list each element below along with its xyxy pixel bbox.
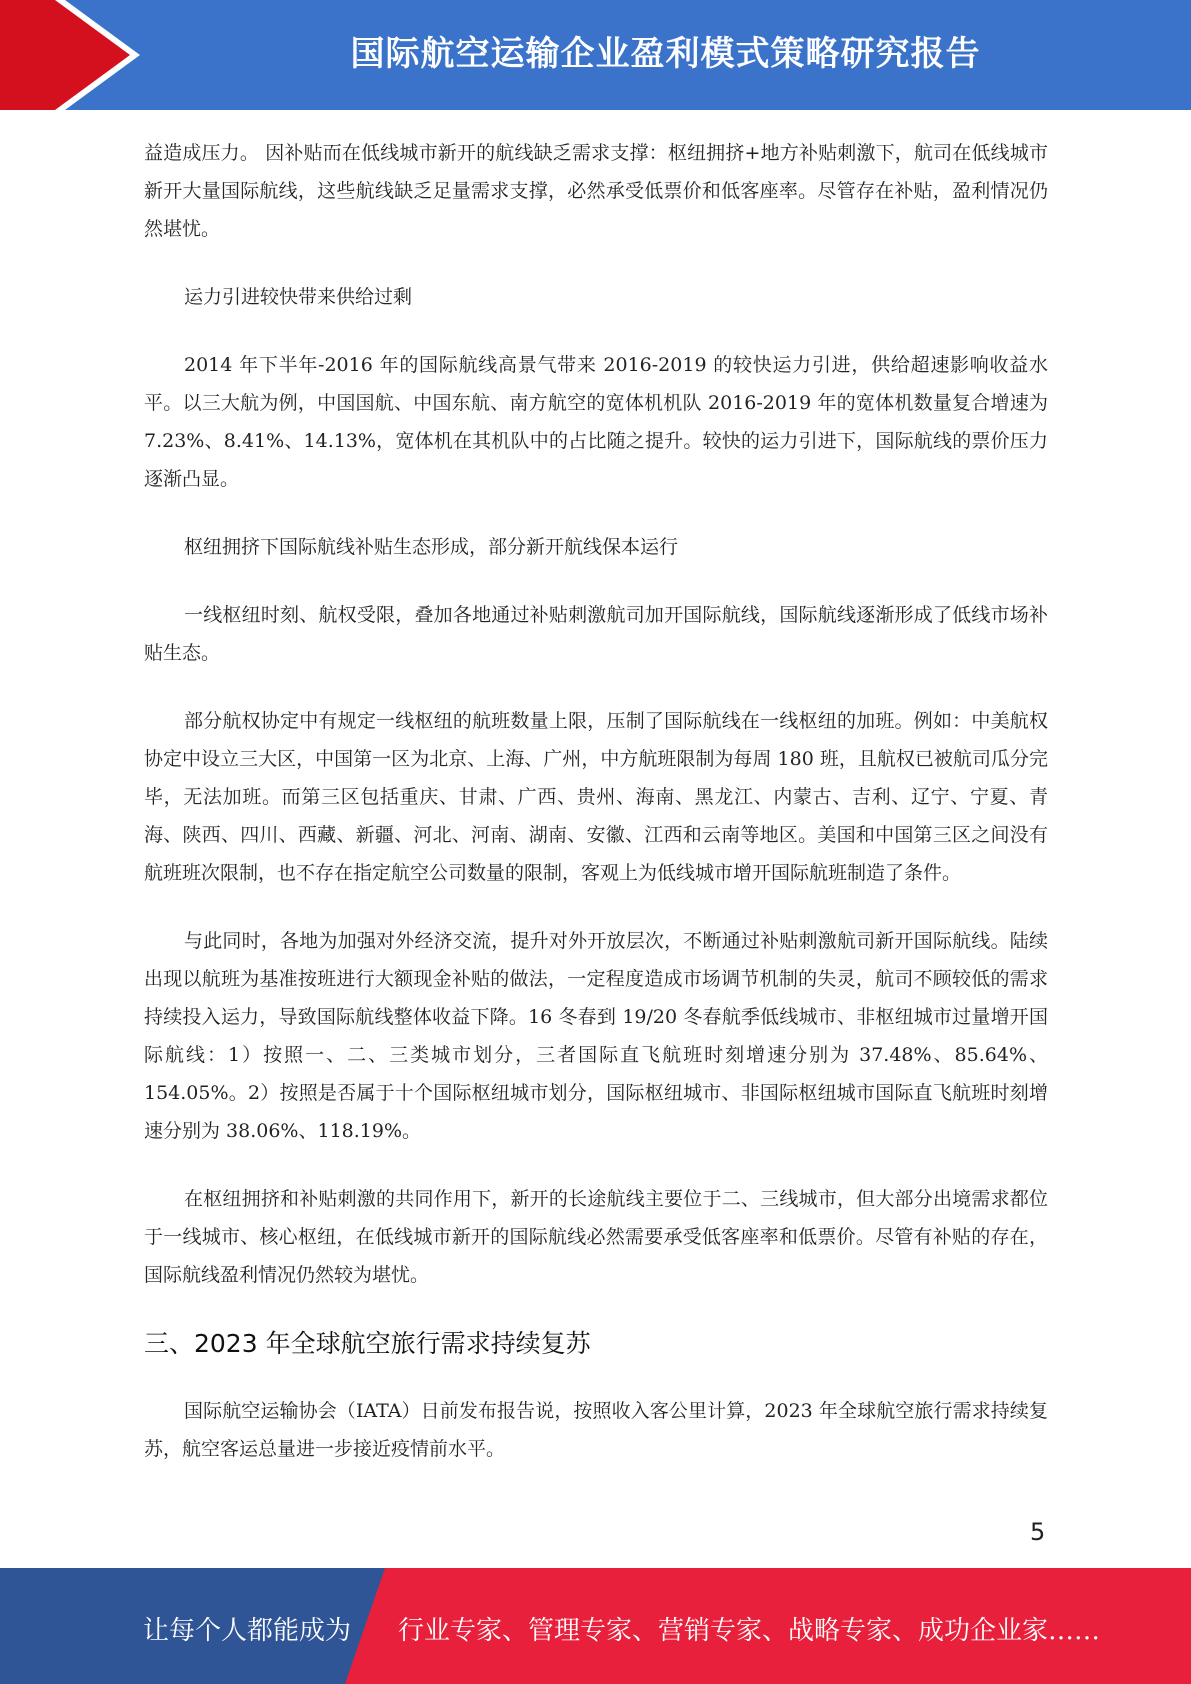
report-title: 国际航空运输企业盈利模式策略研究报告: [350, 34, 981, 74]
body-paragraph: 部分航权协定中有规定一线枢纽的航班数量上限，压制了国际航线在一线枢纽的加班。例如：中美航权协定中设立三大区，中国第一区为北京、上海、广州，中方航班限制为每周 180 班，且航权已被航司瓜分完毕，无法加班。而第三区包括重庆、甘肃、广西、贵州、海南、黑龙江、内蒙古、吉利、辽宁、宁夏、青海、陕西、四川、西藏、新疆、河北、河南、湖南、安徽、江西和云南等地区。美国和中国第三区之间没有航班班次限制，也不存在指定航空公司数量的限制，客观上为低线城市增开国际航班制造了条件。: [144, 710, 1048, 884]
subheading-paragraph: 运力引进较快带来供给过剩: [184, 286, 413, 308]
body-paragraph: 2014 年下半年-2016 年的国际航线高景气带来 2016-2019 的较快运力引进，供给超速影响收益水平。以三大航为例，中国国航、中国东航、南方航空的宽体机机队 2016-2019 年的宽体机数量复合增速为 7.23%、8.41%、14.13%，宽体机在其机队中的占比随之提升。较快的运力引进下，国际航线的票价压力逐渐凸显。: [144, 354, 1048, 490]
body-paragraph: 国际航空运输协会（IATA）日前发布报告说，按照收入客公里计算，2023 年全球航空旅行需求持续复苏，航空客运总量进一步接近疫情前水平。: [144, 1400, 1048, 1460]
page-footer: [0, 1568, 1191, 1684]
body-paragraph: 在枢纽拥挤和补贴刺激的共同作用下，新开的长途航线主要位于二、三线城市，但大部分出境需求都位于一线城市、核心枢纽，在低线城市新开的国际航线必然需要承受低客座率和低票价。尽管有补贴的存在，国际航线盈利情况仍然较为堪忧。: [144, 1188, 1048, 1286]
section-heading: 三、2023 年全球航空旅行需求持续复苏: [144, 1329, 591, 1358]
body-paragraph: 与此同时，各地为加强对外经济交流，提升对外开放层次，不断通过补贴刺激航司新开国际航线。陆续出现以航班为基准按班进行大额现金补贴的做法，一定程度造成市场调节机制的失灵，航司不顾较低的需求持续投入运力，导致国际航线整体收益下降。16 冬春到 19/20 冬春航季低线城市、非枢纽城市过量增开国际航线：1）按照一、二、三类城市划分，三者国际直飞航班时刻增速分别为 37.48%、85.64%、154.05%。2）按照是否属于十个国际枢纽城市划分，国际枢纽城市、非国际枢纽城市国际直飞航班时刻增速分别为 38.06%、118.19%。: [144, 930, 1048, 1142]
page-body: [144, 134, 1048, 1498]
footer-slogan-right: 行业专家、管理专家、营销专家、战略专家、成功企业家……: [398, 1616, 1101, 1646]
page-number: 5: [1030, 1518, 1046, 1546]
subheading-paragraph: 枢纽拥挤下国际航线补贴生态形成，部分新开航线保本运行: [184, 536, 679, 558]
header-arrow-red: [0, 0, 130, 110]
body-paragraph: 益造成压力。 因补贴而在低线城市新开的航线缺乏需求支撑：枢纽拥挤+地方补贴刺激下，航司在低线城市新开大量国际航线，这些航线缺乏足量需求支撑，必然承受低票价和低客座率。尽管存在补贴，盈利情况仍然堪忧。: [144, 142, 1048, 240]
page-header: [0, 0, 1191, 110]
body-paragraph: 一线枢纽时刻、航权受限，叠加各地通过补贴刺激航司加开国际航线，国际航线逐渐形成了低线市场补贴生态。: [144, 604, 1048, 664]
footer-slogan-left: 让每个人都能成为: [143, 1616, 352, 1646]
